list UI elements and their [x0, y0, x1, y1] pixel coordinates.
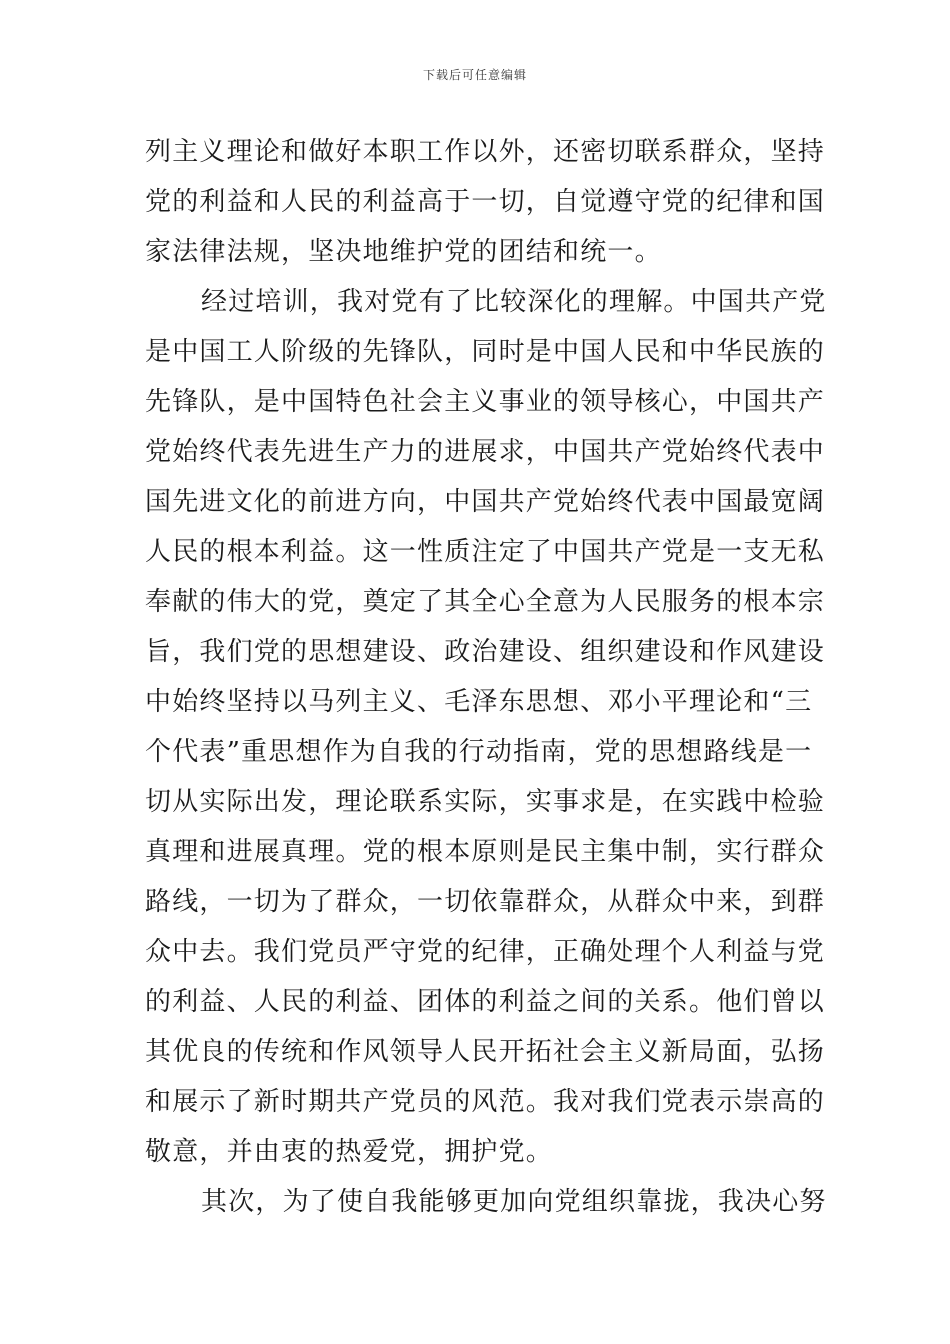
- text-line: 其优良的传统和作风领导人民开拓社会主义新局面，弘扬: [145, 1037, 826, 1067]
- text-line: 敬意，并由衷的热爱党，拥护党。: [145, 1137, 554, 1167]
- page-header: 下载后可任意编辑: [422, 68, 527, 82]
- text-line: 先锋队，是中国特色社会主义事业的领导核心，中国共产: [145, 387, 826, 417]
- text-line: 众中去。我们党员严守党的纪律，正确处理个人利益与党: [145, 937, 826, 967]
- text-line: 和展示了新时期共产党员的风范。我对我们党表示崇高的: [145, 1087, 826, 1117]
- text-line: 列主义理论和做好本职工作以外，还密切联系群众，坚持: [145, 137, 826, 167]
- text-line: 国先进文化的前进方向，中国共产党始终代表中国最宽阔: [145, 487, 826, 517]
- text-line: 家法律法规，坚决地维护党的团结和统一。: [145, 237, 662, 267]
- text-line: 切从实际出发，理论联系实际，实事求是，在实践中检验: [145, 787, 826, 817]
- text-line: 是中国工人阶级的先锋队，同时是中国人民和中华民族的: [145, 337, 826, 367]
- text-line: 路线，一切为了群众，一切依靠群众，从群众中来，到群: [145, 887, 826, 917]
- text-line: 党的利益和人民的利益高于一切，自觉遵守党的纪律和国: [145, 187, 826, 217]
- text-line: 党始终代表先进生产力的进展求，中国共产党始终代表中: [145, 437, 826, 467]
- text-line: 个代表”重思想作为自我的行动指南，党的思想路线是一: [145, 737, 813, 767]
- text-line: 奉献的伟大的党，奠定了其全心全意为人民服务的根本宗: [145, 587, 826, 617]
- text-line: 的利益、人民的利益、团体的利益之间的关系。他们曾以: [145, 987, 826, 1017]
- text-line: 真理和进展真理。党的根本原则是民主集中制，实行群众: [145, 837, 826, 867]
- document-body: [145, 127, 827, 1227]
- text-line: 中始终坚持以马列主义、毛泽东思想、邓小平理论和“三: [145, 687, 813, 717]
- paragraph-start-line: 经过培训，我对党有了比较深化的理解。中国共产党: [201, 287, 827, 317]
- text-line: 人民的根本利益。这一性质注定了中国共产党是一支无私: [145, 537, 826, 567]
- paragraph-start-line: 其次，为了使自我能够更加向党组织靠拢，我决心努: [201, 1187, 827, 1217]
- text-line: 旨，我们党的思想建设、政治建设、组织建设和作风建设: [145, 637, 826, 667]
